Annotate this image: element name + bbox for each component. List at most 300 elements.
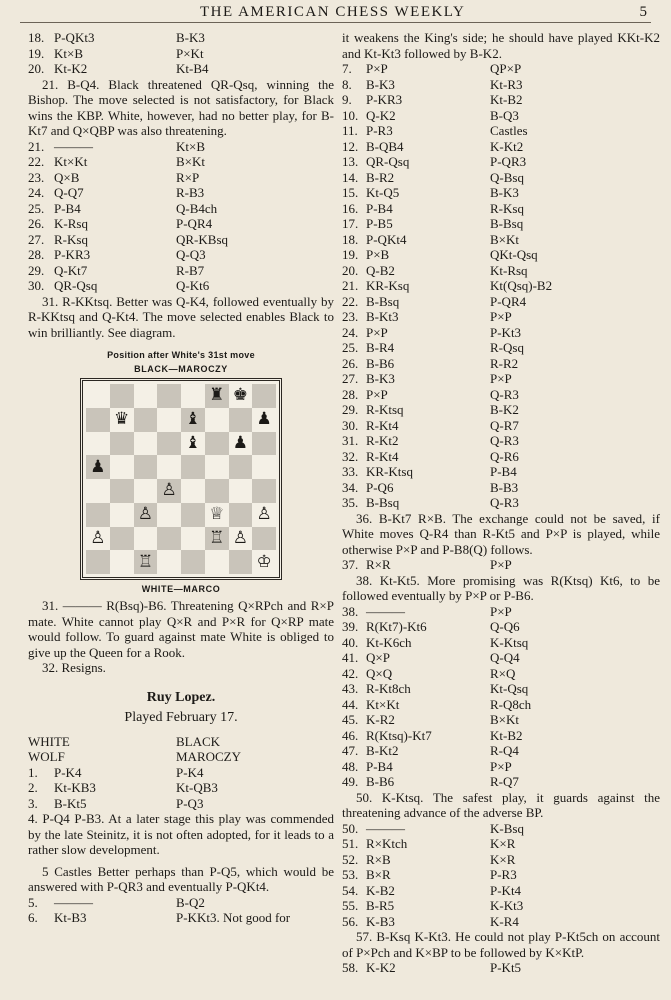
move-number: 52.: [342, 851, 359, 867]
board-square: [229, 455, 253, 479]
diagram-caption: Position after White's 31st move: [107, 350, 255, 360]
move-number: 20.: [28, 61, 45, 76]
black-move: Kt-Rsq: [490, 262, 528, 278]
move-row: [28, 61, 334, 77]
move-row: [342, 61, 660, 77]
board-square: [205, 527, 229, 551]
move-row: [342, 697, 660, 713]
board-square: [86, 550, 110, 574]
white-move: R×Ktch: [366, 836, 408, 851]
move-number: 23.: [342, 309, 359, 324]
move-number: 2.: [28, 780, 38, 795]
black-move: Q-B4ch: [176, 200, 218, 216]
black-king-icon: ♚: [232, 385, 248, 406]
move-row: [342, 232, 660, 248]
page-number: 5: [639, 4, 647, 20]
annotation: 5 Castles Better perhaps than P-Q5, which would be answered with P-QR3 and eventually P-QKt4.: [28, 863, 334, 894]
black-move: Kt-B2: [490, 92, 523, 107]
move-row: [342, 154, 660, 170]
board-square: [157, 503, 181, 527]
move-number: 33.: [342, 464, 359, 479]
board-square: [205, 479, 229, 503]
move-number: 42.: [342, 665, 359, 681]
move-number: 16.: [342, 200, 359, 216]
move-row: [342, 325, 660, 341]
black-move: P-QR4: [176, 216, 213, 231]
black-move: P-Kt5: [490, 960, 522, 975]
board-square: [157, 432, 181, 456]
board-square: [181, 503, 205, 527]
white-move: R(Kt7)-Kt6: [366, 619, 427, 634]
board-square: [157, 479, 181, 503]
white-move: ———: [54, 894, 93, 910]
black-move: QR-KBsq: [176, 231, 229, 247]
white-rook-icon: ♖: [209, 527, 225, 548]
white-move: R-Ktsq: [366, 402, 404, 417]
move-row: [342, 914, 660, 930]
board-square: [110, 432, 134, 456]
black-pawn-icon: ♟: [232, 432, 248, 453]
white-move: R-Kt4: [366, 448, 399, 464]
white-move: R-Kt4: [366, 417, 399, 433]
move-number: 58.: [342, 960, 359, 975]
move-list: [342, 604, 660, 790]
move-number: 46.: [342, 727, 359, 743]
move-number: 55.: [342, 898, 359, 913]
move-row: [28, 139, 334, 155]
move-number: 30.: [28, 278, 45, 293]
board-square: [229, 550, 253, 574]
move-row: [342, 480, 660, 496]
black-move: R-R2: [490, 355, 519, 371]
board-square: [110, 527, 134, 551]
white-move: P-K4: [54, 764, 82, 780]
board-square: [229, 503, 253, 527]
annotation: 4. P-Q4 P-B3. At a later stage this play was commended by the late Steinitz, it is not often adopted, for it leads to a rather slow development.: [28, 811, 334, 857]
move-number: 34.: [342, 479, 359, 495]
white-move: R×B: [366, 851, 391, 867]
move-number: 27.: [342, 371, 359, 386]
move-number: 49.: [342, 774, 359, 789]
black-move: Kt-R3: [490, 76, 523, 92]
board-square: [229, 432, 253, 456]
move-number: 19.: [28, 45, 45, 61]
white-move: QR-Qsq: [54, 278, 98, 293]
black-move: B-K3: [176, 30, 205, 45]
move-number: 7.: [342, 61, 352, 76]
move-row: [342, 464, 660, 480]
board-square: [205, 503, 229, 527]
move-row: [342, 356, 660, 372]
white-move: B×R: [366, 867, 391, 882]
board-square: [252, 408, 276, 432]
black-move: R×Q: [490, 665, 516, 681]
move-row: [342, 898, 660, 914]
move-number: 23.: [28, 169, 45, 185]
white-move: ———: [54, 138, 93, 154]
move-number: 38.: [342, 603, 359, 619]
board-square: [110, 479, 134, 503]
move-number: 30.: [342, 417, 359, 433]
move-row: [342, 185, 660, 201]
white-move: B-K3: [366, 76, 395, 92]
move-row: [342, 170, 660, 186]
header-rule: [20, 22, 651, 23]
move-row: [28, 216, 334, 232]
move-row: [342, 402, 660, 418]
move-list: [28, 765, 334, 812]
move-row: [342, 247, 660, 263]
move-row: [28, 263, 334, 279]
move-number: 41.: [342, 650, 359, 665]
black-move: Q-R3: [490, 433, 519, 448]
move-row: [342, 743, 660, 759]
move-row: [342, 294, 660, 310]
move-row: [28, 170, 334, 186]
game-title: Ruy Lopez.: [146, 689, 216, 705]
running-title: THE AMERICAN CHESS WEEKLY: [200, 4, 466, 20]
move-list: [342, 557, 660, 573]
white-move: ———: [366, 820, 405, 836]
move-row: [342, 433, 660, 449]
move-row: [28, 30, 334, 46]
white-move: Q-K2: [366, 107, 396, 123]
white-label: WHITE: [28, 733, 70, 749]
black-move: R×P: [176, 169, 200, 185]
white-move: Q×Q: [366, 665, 393, 681]
board-square: [252, 479, 276, 503]
board-square: [110, 455, 134, 479]
board-square: [134, 503, 158, 527]
move-row: [28, 910, 334, 926]
black-move: R-Q8ch: [490, 696, 532, 712]
board-square: [134, 432, 158, 456]
white-move: P-KR3: [54, 247, 91, 262]
black-move: Kt×B: [176, 138, 206, 154]
annotation: 31. R-KKtsq. Better was Q-K4, followed eventually by R-KKtsq and Q-Kt4. The move selected enables Black to win brilliantly. See diagram.: [28, 293, 334, 340]
black-rook-icon: ♜: [209, 385, 225, 406]
black-move: P-QR4: [490, 293, 527, 309]
white-move: P-B4: [366, 758, 393, 774]
move-row: [342, 263, 660, 279]
move-number: 27.: [28, 231, 45, 247]
white-move: B-B6: [366, 355, 395, 371]
move-row: [342, 77, 660, 93]
black-move: QKt-Qsq: [490, 247, 538, 262]
white-move: QR-Qsq: [366, 154, 410, 169]
black-move: K×R: [490, 836, 516, 851]
move-number: 50.: [342, 820, 359, 836]
black-move: R-Q4: [490, 743, 519, 758]
black-move: Kt-B2: [490, 727, 523, 743]
board-square: [181, 550, 205, 574]
move-row: [28, 154, 334, 170]
white-move: P×P: [366, 324, 388, 340]
black-move: P×P: [490, 557, 512, 572]
board-square: [205, 384, 229, 408]
move-number: 22.: [28, 154, 45, 169]
black-move: R-Ksq: [490, 200, 524, 216]
move-row: [28, 46, 334, 62]
board-square: [205, 550, 229, 574]
black-move: Kt-B4: [176, 61, 209, 76]
black-move: K-R4: [490, 913, 519, 929]
move-number: 6.: [28, 910, 38, 925]
annotation: 50. K-Ktsq. The safest play, it guards against the threatening advance of the adverse BP.: [342, 789, 660, 820]
move-number: 18.: [342, 231, 359, 247]
white-move: Kt-KB3: [54, 780, 96, 795]
board-square: [134, 408, 158, 432]
move-row: [28, 247, 334, 263]
move-number: 29.: [342, 402, 359, 417]
black-move: P×P: [490, 758, 512, 774]
board-square: [86, 527, 110, 551]
move-list: [28, 30, 334, 77]
white-player-name: WOLF: [28, 749, 65, 764]
black-move: B-Q3: [490, 107, 519, 123]
move-number: 8.: [342, 76, 352, 92]
board-square: [86, 503, 110, 527]
board-square: [229, 408, 253, 432]
annotation: it weakens the King's side; he should have played KKt-K2 and Kt-Kt3 followed by B-K2.: [342, 30, 660, 61]
board-square: [157, 384, 181, 408]
black-move: Q-Bsq: [490, 169, 524, 185]
white-move: P×P: [366, 61, 388, 76]
move-row: [342, 92, 660, 108]
black-move: B-K3: [490, 185, 519, 200]
white-move: P-QKt3: [54, 30, 95, 45]
white-move: R-Kt8ch: [366, 681, 411, 696]
white-move: P-KR3: [366, 92, 403, 107]
black-move: Q-R6: [490, 448, 519, 464]
move-number: 21.: [28, 138, 45, 154]
move-row: [342, 712, 660, 728]
move-row: [342, 883, 660, 899]
move-row: [342, 728, 660, 744]
black-move: Q-Q3: [176, 247, 206, 262]
black-move: P×P: [490, 371, 512, 386]
move-list: [342, 61, 660, 511]
move-number: 47.: [342, 743, 359, 758]
white-queen-icon: ♕: [209, 504, 225, 525]
board-square: [229, 479, 253, 503]
white-move: Kt×B: [54, 45, 84, 61]
move-number: 53.: [342, 867, 359, 882]
move-number: 40.: [342, 634, 359, 650]
board-square: [205, 408, 229, 432]
black-move: R-Q7: [490, 774, 519, 789]
move-row: [28, 796, 334, 812]
move-number: 10.: [342, 107, 359, 123]
white-move: KR-Ksq: [366, 278, 410, 293]
white-move: Q-Kt7: [54, 262, 88, 278]
board-square: [86, 455, 110, 479]
white-move: B-K3: [366, 371, 395, 386]
white-player-label: WHITE—MARCO: [141, 584, 221, 594]
move-row: [342, 387, 660, 403]
player-header: [28, 734, 334, 750]
move-row: [342, 960, 660, 976]
board-square: [205, 455, 229, 479]
white-move: Kt-K2: [54, 61, 88, 76]
move-number: 19.: [342, 247, 359, 262]
annotation: 36. B-Kt7 R×B. The exchange could not be saved, if White moves Q-R4 than R-Kt5 and P×P is played, while otherwise P×P and P-B8(Q) follows.: [342, 510, 660, 557]
white-move: ———: [366, 603, 405, 619]
white-move: P×B: [366, 247, 390, 262]
move-number: 45.: [342, 712, 359, 727]
move-number: 24.: [342, 324, 359, 340]
white-move: B-Bsq: [366, 293, 400, 309]
black-move: Q-Q6: [490, 619, 520, 634]
black-move: P-QR3: [490, 154, 527, 169]
annotation: 31. ——— R(Bsq)-B6. Threatening Q×RPch and R×P mate. White cannot play Q×R and P×R for Q×RP mate would follow. To guard against mate White is obliged to give up the Queen for a Rook.: [28, 598, 334, 660]
white-move: Q×P: [366, 650, 390, 665]
black-pawn-icon: ♟: [256, 409, 272, 430]
black-move: P-K4: [176, 764, 204, 780]
move-row: [342, 309, 660, 325]
black-move: B×Kt: [490, 712, 520, 727]
move-row: [342, 495, 660, 511]
board-square: [252, 384, 276, 408]
board-square: [181, 479, 205, 503]
move-row: [342, 852, 660, 868]
white-move: Q-B2: [366, 262, 395, 278]
white-move: Kt-B3: [54, 910, 87, 925]
board-square: [229, 527, 253, 551]
black-pawn-icon: ♟: [90, 456, 106, 477]
move-row: [28, 780, 334, 796]
board-square: [205, 432, 229, 456]
move-number: 17.: [342, 216, 359, 231]
black-move: QP×P: [490, 61, 522, 76]
move-row: [342, 604, 660, 620]
move-number: 25.: [28, 200, 45, 216]
black-move: B×Kt: [490, 231, 520, 247]
board-square: [181, 527, 205, 551]
white-move: R(Ktsq)-Kt7: [366, 727, 432, 743]
board-square: [252, 455, 276, 479]
white-move: Q-Q7: [54, 185, 84, 200]
board-square: [157, 550, 181, 574]
white-move: P-Q6: [366, 479, 394, 495]
black-move: B×Kt: [176, 154, 206, 169]
move-row: [342, 681, 660, 697]
white-pawn-icon: ♙: [90, 527, 106, 548]
board-square: [110, 408, 134, 432]
move-row: [342, 821, 660, 837]
white-move: P-B4: [54, 200, 81, 216]
move-number: 24.: [28, 185, 45, 200]
move-row: [342, 635, 660, 651]
move-number: 21.: [342, 278, 359, 293]
black-move: R-B7: [176, 262, 205, 278]
move-row: [342, 666, 660, 682]
move-list: [342, 960, 660, 976]
player-names: [28, 749, 334, 765]
right-column: [342, 30, 660, 976]
move-row: [342, 139, 660, 155]
move-number: 22.: [342, 293, 359, 309]
black-move: Q-Kt6: [176, 278, 210, 293]
white-move: K-Rsq: [54, 216, 88, 231]
white-move: P-QKt4: [366, 231, 407, 247]
black-bishop-icon: ♝: [185, 432, 201, 453]
black-move: R-Qsq: [490, 340, 524, 355]
move-row: [342, 108, 660, 124]
white-pawn-icon: ♙: [232, 527, 248, 548]
white-move: Kt×Kt: [54, 154, 88, 169]
black-move: P-Kt4: [490, 882, 522, 898]
board-square: [134, 479, 158, 503]
black-bishop-icon: ♝: [185, 409, 201, 430]
black-move: B-K2: [490, 402, 519, 417]
black-move: B-Bsq: [490, 216, 524, 231]
move-row: [342, 557, 660, 573]
black-move: Q-R3: [490, 495, 519, 510]
white-move: P-B4: [366, 200, 393, 216]
move-number: 28.: [342, 386, 359, 402]
black-move: B-Q2: [176, 894, 205, 910]
white-pawn-icon: ♙: [161, 480, 177, 501]
board-square: [86, 384, 110, 408]
move-number: 44.: [342, 696, 359, 712]
board-square: [134, 384, 158, 408]
black-move: P×P: [490, 309, 512, 324]
move-number: 14.: [342, 169, 359, 185]
black-player-label: BLACK—MAROCZY: [134, 364, 228, 374]
move-number: 26.: [28, 216, 45, 231]
move-row: [28, 185, 334, 201]
move-number: 12.: [342, 138, 359, 154]
move-number: 39.: [342, 619, 359, 634]
move-number: 31.: [342, 433, 359, 448]
move-number: 5.: [28, 894, 38, 910]
white-move: P-B5: [366, 216, 393, 231]
black-move: Kt-QB3: [176, 780, 218, 795]
move-row: [342, 371, 660, 387]
black-move: Q-Q4: [490, 650, 520, 665]
move-number: 37.: [342, 557, 359, 572]
board-square: [110, 384, 134, 408]
move-list: [342, 821, 660, 930]
black-move: R-B3: [176, 185, 205, 200]
white-king-icon: ♔: [256, 551, 272, 572]
white-move: B-QB4: [366, 138, 404, 154]
move-row: [342, 418, 660, 434]
black-move: P×P: [490, 603, 512, 619]
move-row: [342, 216, 660, 232]
board-square: [181, 408, 205, 432]
move-row: [28, 278, 334, 294]
board-square: [252, 527, 276, 551]
black-move: K-Kt3: [490, 898, 524, 913]
board-square: [157, 455, 181, 479]
white-pawn-icon: ♙: [137, 504, 153, 525]
black-move: Castles: [490, 123, 528, 138]
white-move: R-Kt2: [366, 433, 399, 448]
white-rook-icon: ♖: [137, 551, 153, 572]
white-pawn-icon: ♙: [256, 504, 272, 525]
white-move: B-Kt2: [366, 743, 399, 758]
board-square: [181, 455, 205, 479]
move-number: 15.: [342, 185, 359, 200]
left-column: [28, 30, 334, 926]
board-square: [157, 408, 181, 432]
white-move: Q×B: [54, 169, 80, 185]
move-list: [28, 895, 334, 926]
black-move: K-Kt2: [490, 138, 524, 154]
move-number: 51.: [342, 836, 359, 851]
